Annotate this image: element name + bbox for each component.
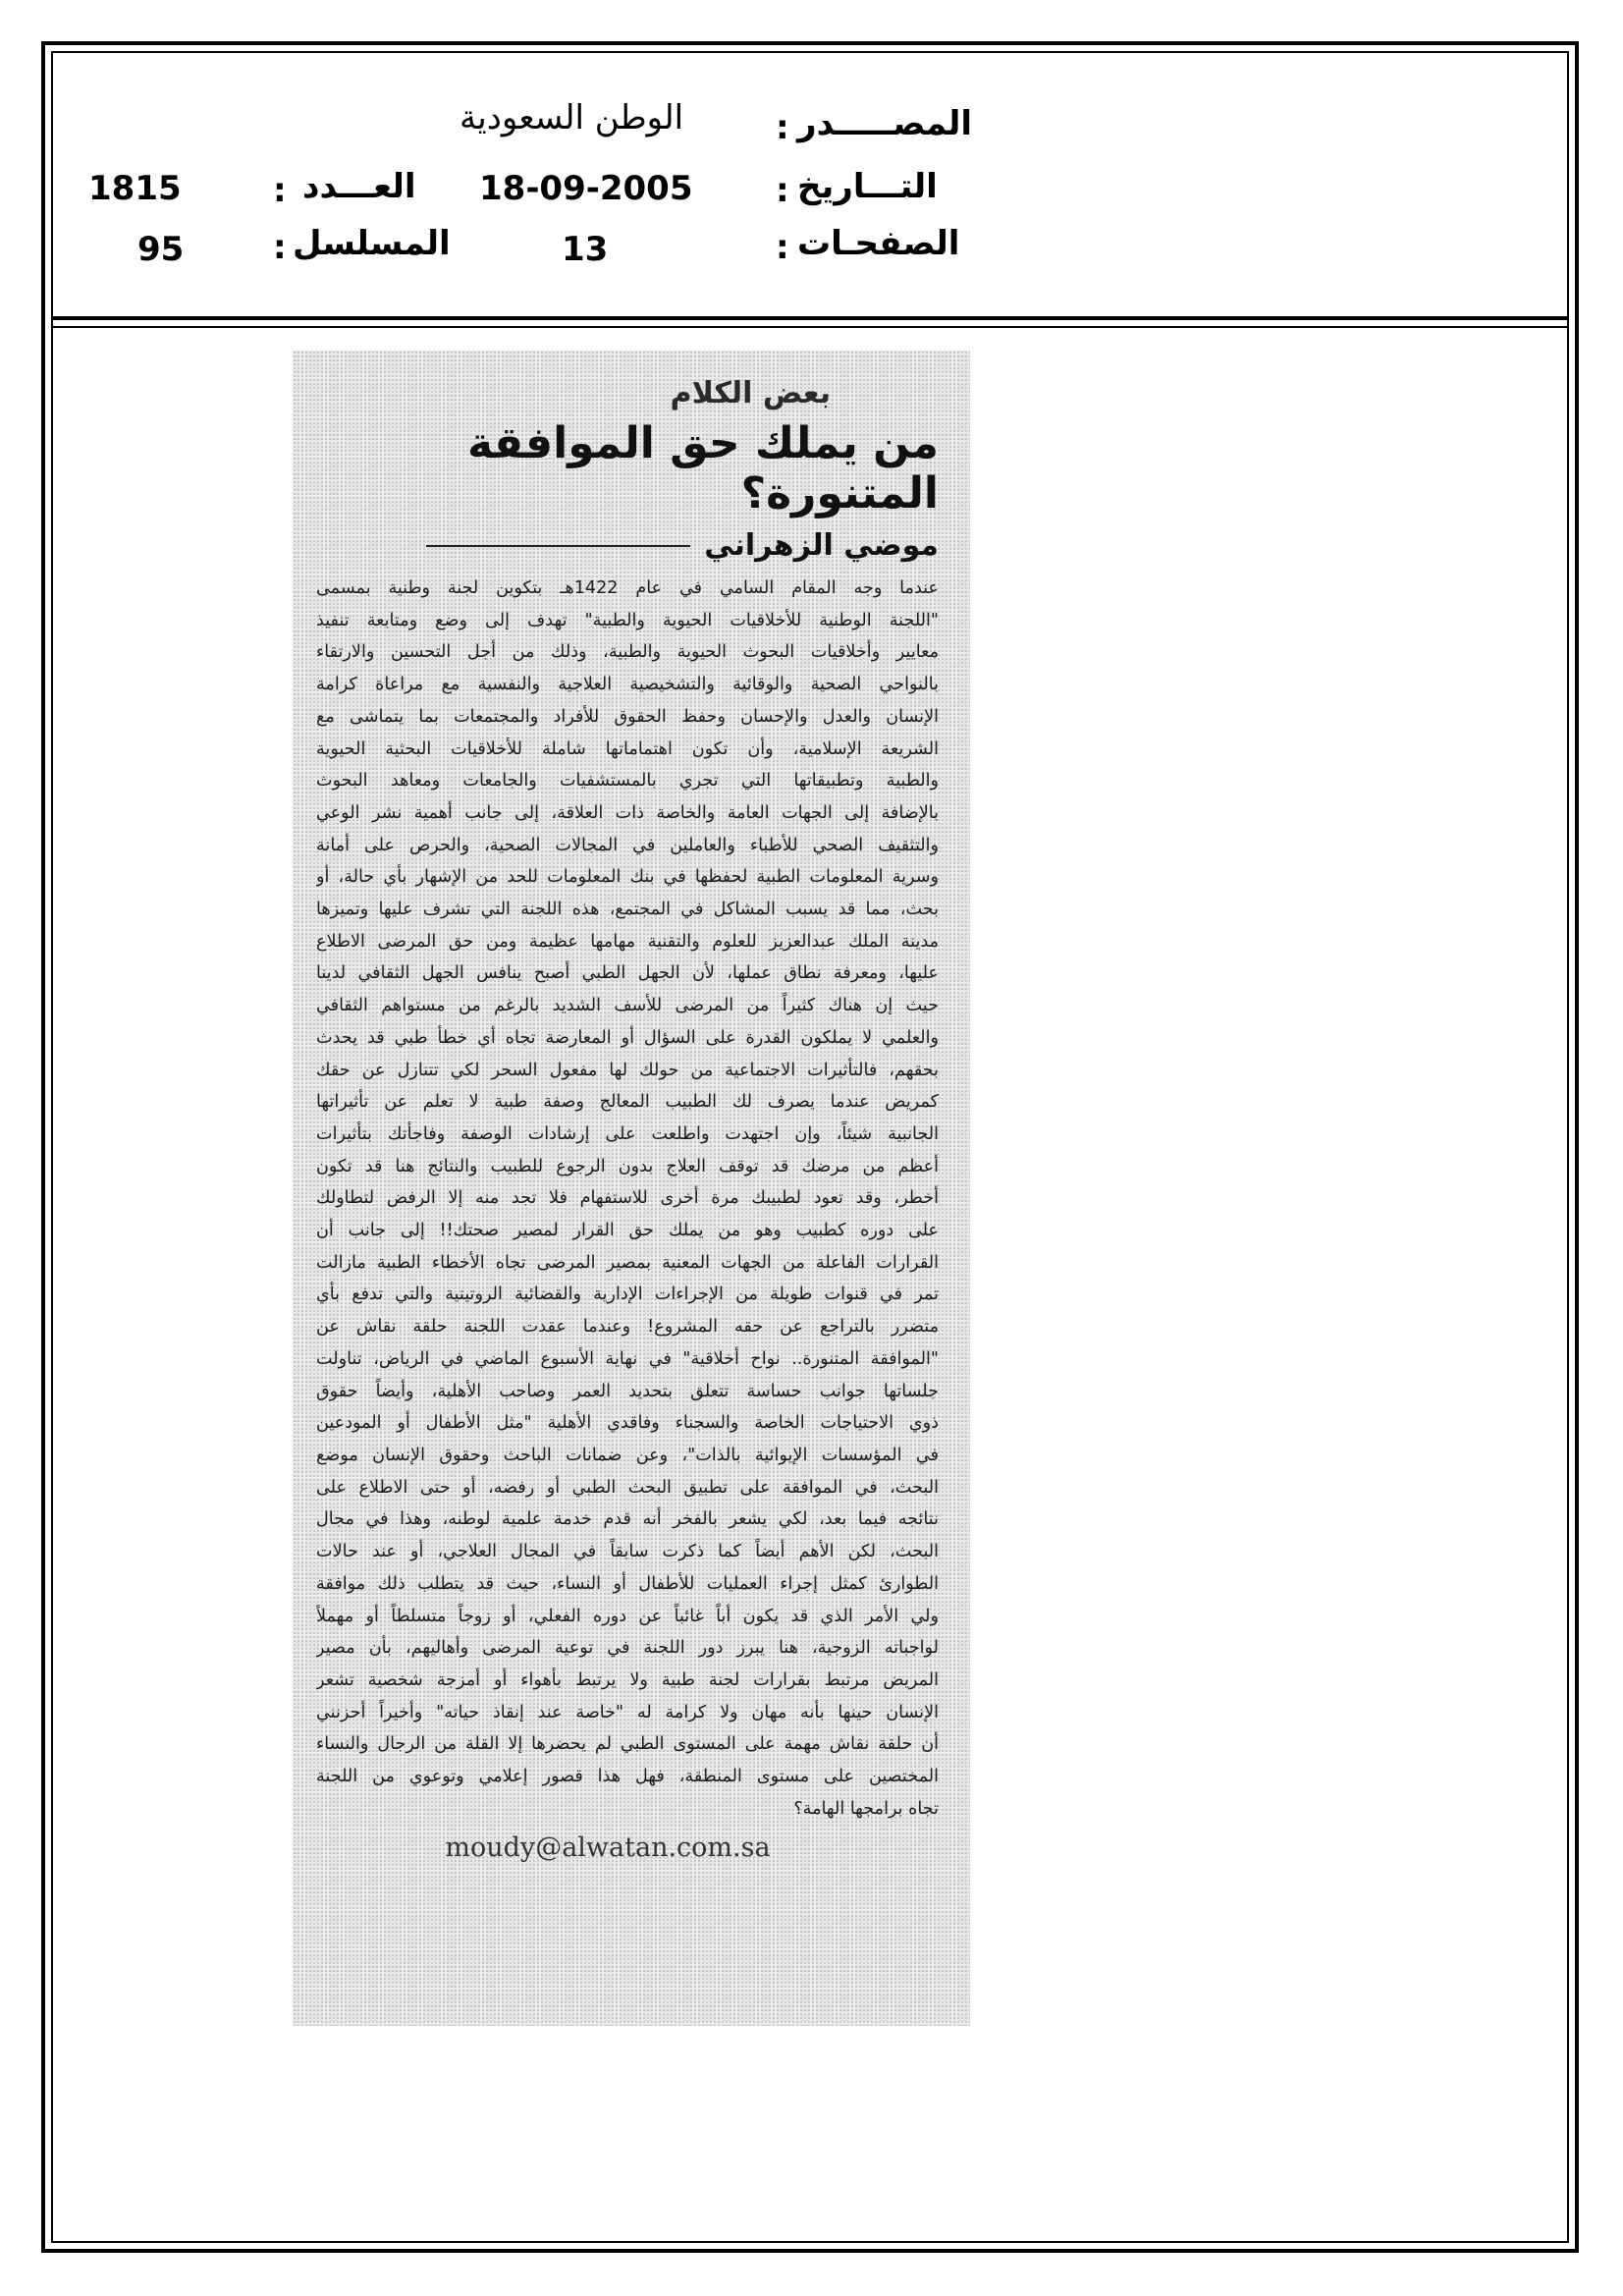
article-body-line: في المؤسسات الإيوائية بالذات"، وعن ضمانات الباحث وحقوق الإنسان موضع: [316, 1445, 939, 1465]
article-body-line: "اللجنة الوطنية للأخلاقيات الحيوية والطبية" تهدف إلى وضع ومتابعة تنفيذ: [316, 610, 939, 630]
article-body-line: حيث إن هناك كثيراً من المرضى للأسف الشديد بالرغم من مستواهم الثقافي: [316, 996, 939, 1016]
article-body-line: الطوارئ كمثل إجراء العمليات للأطفال أو النساء، حيث قد يتطلب ذلك موافقة: [316, 1573, 939, 1594]
article-body-line: بحقهم، فالتأثيرات الاجتماعية من حولك لها مفعول السحر لكي تتنازل عن حقك: [316, 1060, 939, 1080]
article-body-line: عندما وجه المقام السامي في عام 1422هـ بتكوين لجنة وطنية بمسمى: [316, 578, 939, 598]
byline-row: [316, 528, 939, 563]
serial-label: المسلسل: [293, 224, 451, 263]
article-body-line: المريض مرتبط بقرارات لجنة طبية ولا يرتبط بأهواء أو أمزجة شخصية تشعر: [316, 1669, 939, 1690]
article-body-line: أخطر، وقد تعود لطبيبك مرة أخرى للاستفهام فلا تجد منه إلا الرفض لتطاولك: [316, 1188, 939, 1209]
header-divider-thin: [51, 326, 1569, 328]
article-body-line: تجاه برامجها الهامة؟: [793, 1798, 939, 1819]
article-body-line: الإنسان والعدل والإحسان وحفظ الحقوق للأفراد والمجتمعات بما يتماشى مع: [316, 706, 939, 727]
article-body-line: تمر في قنوات طويلة من الإجراءات الإدارية والقضائية الروتينية والتي تدفع بأي: [316, 1285, 939, 1305]
issue-colon: :: [273, 171, 287, 210]
article-body-line: نتائجه فيما بعد، لكي يشعر بالفخر أنه قدم خدمة علمية لوطنه، وهذا في مجال: [316, 1509, 939, 1530]
article-body-line: والتثقيف الصحي للأطباء والعاملين في المجالات الصحية، والحرص على أمانة: [316, 835, 939, 855]
pages-label: الصفحـات: [797, 224, 960, 263]
article-body-line: أن حلقة نقاش مهمة على المستوى الطبي لم يحضرها إلا القلة من الرجال والنساء: [316, 1734, 939, 1755]
article-body-line: والعلمي لا يملكون القدرة على السؤال أو المعارضة تجاه أي خطأ طبي قد يحدث: [316, 1027, 939, 1048]
article-body-line: بالإضافة إلى الجهات العامة والخاصة ذات العلاقة، إلى جانب أهمية نشر الوعي: [316, 802, 939, 823]
article-body: [316, 573, 939, 1825]
header-divider: [51, 316, 1569, 320]
article-body-line: جلساتها جوانب حساسة تتعلق بتحديد العمر وصاحب الأهلية، وأيضاً حقوق: [316, 1381, 939, 1401]
source-label: المصـــــدر: [797, 104, 973, 143]
article-body-line: مدينة الملك عبدالعزيز للعلوم والتقنية مهامها عظيمة ومن حق المرضى الاطلاع: [316, 931, 939, 952]
pages-value: 13: [562, 230, 609, 269]
serial-value: 95: [137, 230, 185, 269]
article-body-line: كمريض عندما يصرف لك الطبيب المعالج وصفة طبية لا تعلم عن تأثيراتها: [316, 1092, 939, 1113]
article-body-line: ولي الأمر الذي قد يكون أباً غائباً عن دوره الفعلي، أو زوجاً متسلطاً أو مهملاً: [316, 1606, 939, 1626]
article-body-line: متضرر بالتراجع عن حقه المشروع! وعندما عقدت اللجنة حلقة نقاش عن: [316, 1317, 939, 1338]
article-body-line: معايير وأخلاقيات البحوث الحيوية والطبية، وذلك من أجل التحسين والارتقاء: [316, 642, 939, 663]
article-body-line: والطبية وتطبيقاتها التي تجري بالمستشفيات والجامعات ومعاهد البحوث: [316, 771, 939, 792]
column-kicker: بعض الكلام: [670, 376, 831, 410]
byline-rule: [426, 545, 690, 547]
serial-colon: :: [273, 228, 287, 267]
date-label: التـــاريخ: [797, 167, 938, 206]
article-body-line: القرارات الفاعلة من الجهات المعنية بمصير المرضى تجاه الأخطاء الطبية مازالت: [316, 1252, 939, 1273]
article-body-line: الجانبية شيئاً، وإن اجتهدت واطلعت على إرشادات الوصفة وفاجأتك بتأثيرات: [316, 1123, 939, 1144]
pages-colon: :: [776, 228, 789, 267]
article-body-line: "الموافقة المتنورة.. نواح أخلاقية" في نهاية الأسبوع الماضي في الرياض، تناولت: [316, 1348, 939, 1369]
source-value: الوطن السعودية: [460, 98, 684, 137]
source-colon: :: [776, 108, 789, 147]
issue-label: العـــدد: [302, 167, 416, 206]
article-headline: من يملك حق الموافقة المتنورة؟: [466, 418, 939, 519]
date-colon: :: [776, 171, 789, 210]
article-body-line: البحث، في الموافقة على تطبيق البحث الطبي أو رفضه، أو حتى الاطلاع على: [316, 1477, 939, 1498]
newspaper-clipping: [293, 351, 970, 2026]
article-body-line: البحث، لكن الأهم أيضاً كما ذكرت سابقاً في المجال العلاجي، أو عند حالات: [316, 1542, 939, 1562]
article-body-line: بحث، مما قد يسبب المشاكل في المجتمع، هذه اللجنة التي تشرف عليها وتميزها: [316, 900, 939, 920]
article-body-line: لواجباته الزوجية، هنا يبرز دور اللجنة في توعية المرضى وأهاليهم، بأن مصير: [316, 1638, 939, 1659]
article-body-line: الشريعة الإسلامية، وأن تكون اهتماماتها شاملة للأخلاقيات البحثية الحيوية: [316, 738, 939, 759]
article-body-line: الإنسان حينها بأنه مهان ولا كرامة له "خاصة عند إنقاذ حياته" وأخيراً أحزنني: [316, 1702, 939, 1722]
article-body-line: أعظم من مرضك قد توقف العلاج بدون الرجوع للطبيب والنتائج هنا قد تكون: [316, 1156, 939, 1176]
issue-value: 1815: [88, 169, 182, 208]
article-body-line: وسرية المعلومات الطبية لحفظها في بنك المعلومات للحد من الإشهار بأي حالة، أو: [316, 867, 939, 888]
article-body-line: بالنواحي الصحية والوقائية والتشخيصية العلاجية والنفسية مع مراعاة كرامة: [316, 675, 939, 695]
author-email: moudy@alwatan.com.sa: [445, 1832, 771, 1864]
article-body-line: المختصين على مستوى المنطقة، فهل هذا قصور إعلامي وتوعوي من اللجنة: [316, 1767, 939, 1787]
date-value: 18-09-2005: [479, 169, 693, 208]
article-body-line: عليها، ومعرفة نطاق عملها، لأن الجهل الطبي أصبح ينافس الجهل الثقافي لدينا: [316, 963, 939, 984]
author-byline: موضي الزهراني: [704, 528, 939, 563]
article-body-line: ذوي الاحتياجات الخاصة والسجناء وفاقدي الأهلية "مثل الأطفال أو المودعين: [316, 1413, 939, 1434]
article-body-line: على دوره كطبيب وهو من يملك حق القرار لمصير صحتك!! إلى جانب أن: [316, 1221, 939, 1241]
